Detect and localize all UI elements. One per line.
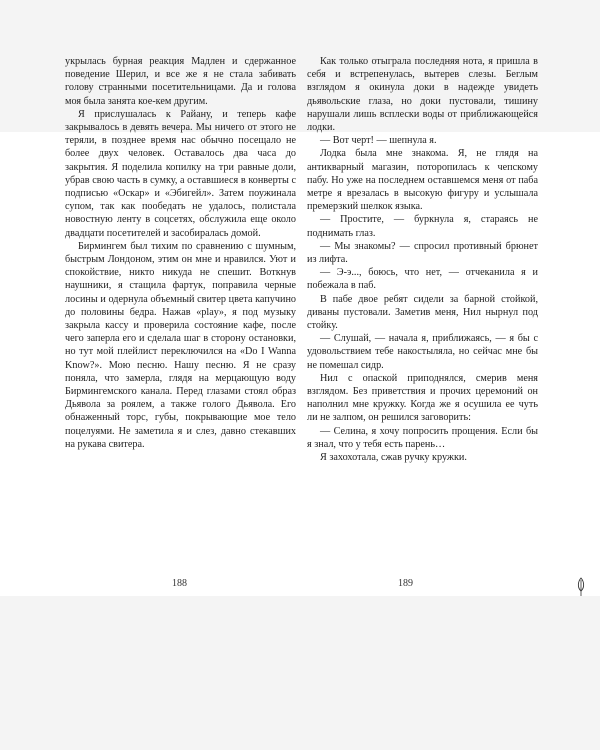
paragraph: — Селина, я хочу попросить прощения. Если бы я знал, что у тебя есть парень… xyxy=(307,425,538,450)
paragraph: — Слушай, — начала я, приближаясь, — я бы с удовольствием тебе накостыляла, но сейчас мне бы не помешал сидр. xyxy=(307,333,538,371)
paragraph: — Э-э..., боюсь, что нет, — отчеканила я и побежала в паб. xyxy=(307,267,538,292)
leaf-icon xyxy=(577,577,585,597)
left-page xyxy=(65,55,296,451)
paragraph: — Простите, — буркнула я, стараясь не поднимать глаз. xyxy=(307,214,538,239)
right-page xyxy=(307,55,538,464)
paragraph: Я прислушалась к Райану, и теперь кафе закрывалось в девять вечера. Мы ничего от этого не теряли, в позднее время нас обычно посещало не более двух человек. Оставалось два часа до закрытия. Я поделила копилку на три равные доли, убрав свою часть в сумку, а оставшиеся в конверты с подписью «Оскар» и «Эбигейл». Затем поужинала супом, так как пообедать не удалось, полистала новостную ленту в соцсетях, обслужила еще около двадцати посетителей и засобиралась домой. xyxy=(65,108,296,239)
paragraph: Бирмингем был тихим по сравнению с шумным, быстрым Лондоном, этим он мне и нравился. Уют и спокойствие, никто никуда не спешит. Воткнув наушники, я стащила фартук, поправила черные лосины и одернула объемный свитер цвета капучино до половины бедра. Нажав «play», я под музыку закрыла кассу и проверила состояние кафе, после чего заперла его и сделала шаг в сторону остановки, но тут мой плейлист переключился на «Do I Wanna Know?». Мою песню. Нашу песню. Я не сразу поняла, что замерла, глядя на мерцающую воду Бирмингемского канала. Перед глазами стоял образ Дьявола за роялем, а также голого Дьявола. Его обнаженный торс, губы, покрывающие мое тело поцелуями. Не заметила я и слез, давно стекавших на рукава свитера. xyxy=(65,240,296,450)
page-number-right: 189 xyxy=(398,578,413,589)
paragraph: — Вот черт! — шепнула я. xyxy=(320,135,437,147)
paragraph: Лодка была мне знакома. Я, не глядя на антикварный магазин, поторопилась к чепскому пабу. Но уже на последнем оставшемся меня от паба метре я врезалась в высокую фигуру и услышала премерзкий шелкок языка. xyxy=(307,148,538,213)
paragraph: Нил с опаской приподнялся, смерив меня взглядом. Без приветствия и прочих церемоний он наполнил мне кружку. Когда же я осушила ее чуть ли не залпом, он решился заговорить: xyxy=(307,372,538,424)
paragraph: В пабе двое ребят сидели за барной стойкой, диваны пустовали. Заметив меня, Нил нырнул под стойку. xyxy=(307,293,538,332)
paragraph: Как только отыграла последняя нота, я пришла в себя и встрепенулась, вытерев слезы. Беглым взглядом я окинула доки в надежде увидеть дьявольские глаза, но доки пустовали, тишину нарушали лишь всплески воды от приближающейся лодки. xyxy=(307,56,538,134)
page-number-left: 188 xyxy=(172,578,187,589)
paragraph: — Мы знакомы? — спросил противный брюнет из лифта. xyxy=(307,240,538,266)
paragraph: Я захохотала, сжав ручку кружки. xyxy=(320,452,467,464)
paragraph: укрылась бурная реакция Мадлен и сдержанное поведение Шерил, и все же я не стала забивать голову странными посетительницами. Да и голова моя была занята кое-кем другим. xyxy=(65,56,296,107)
